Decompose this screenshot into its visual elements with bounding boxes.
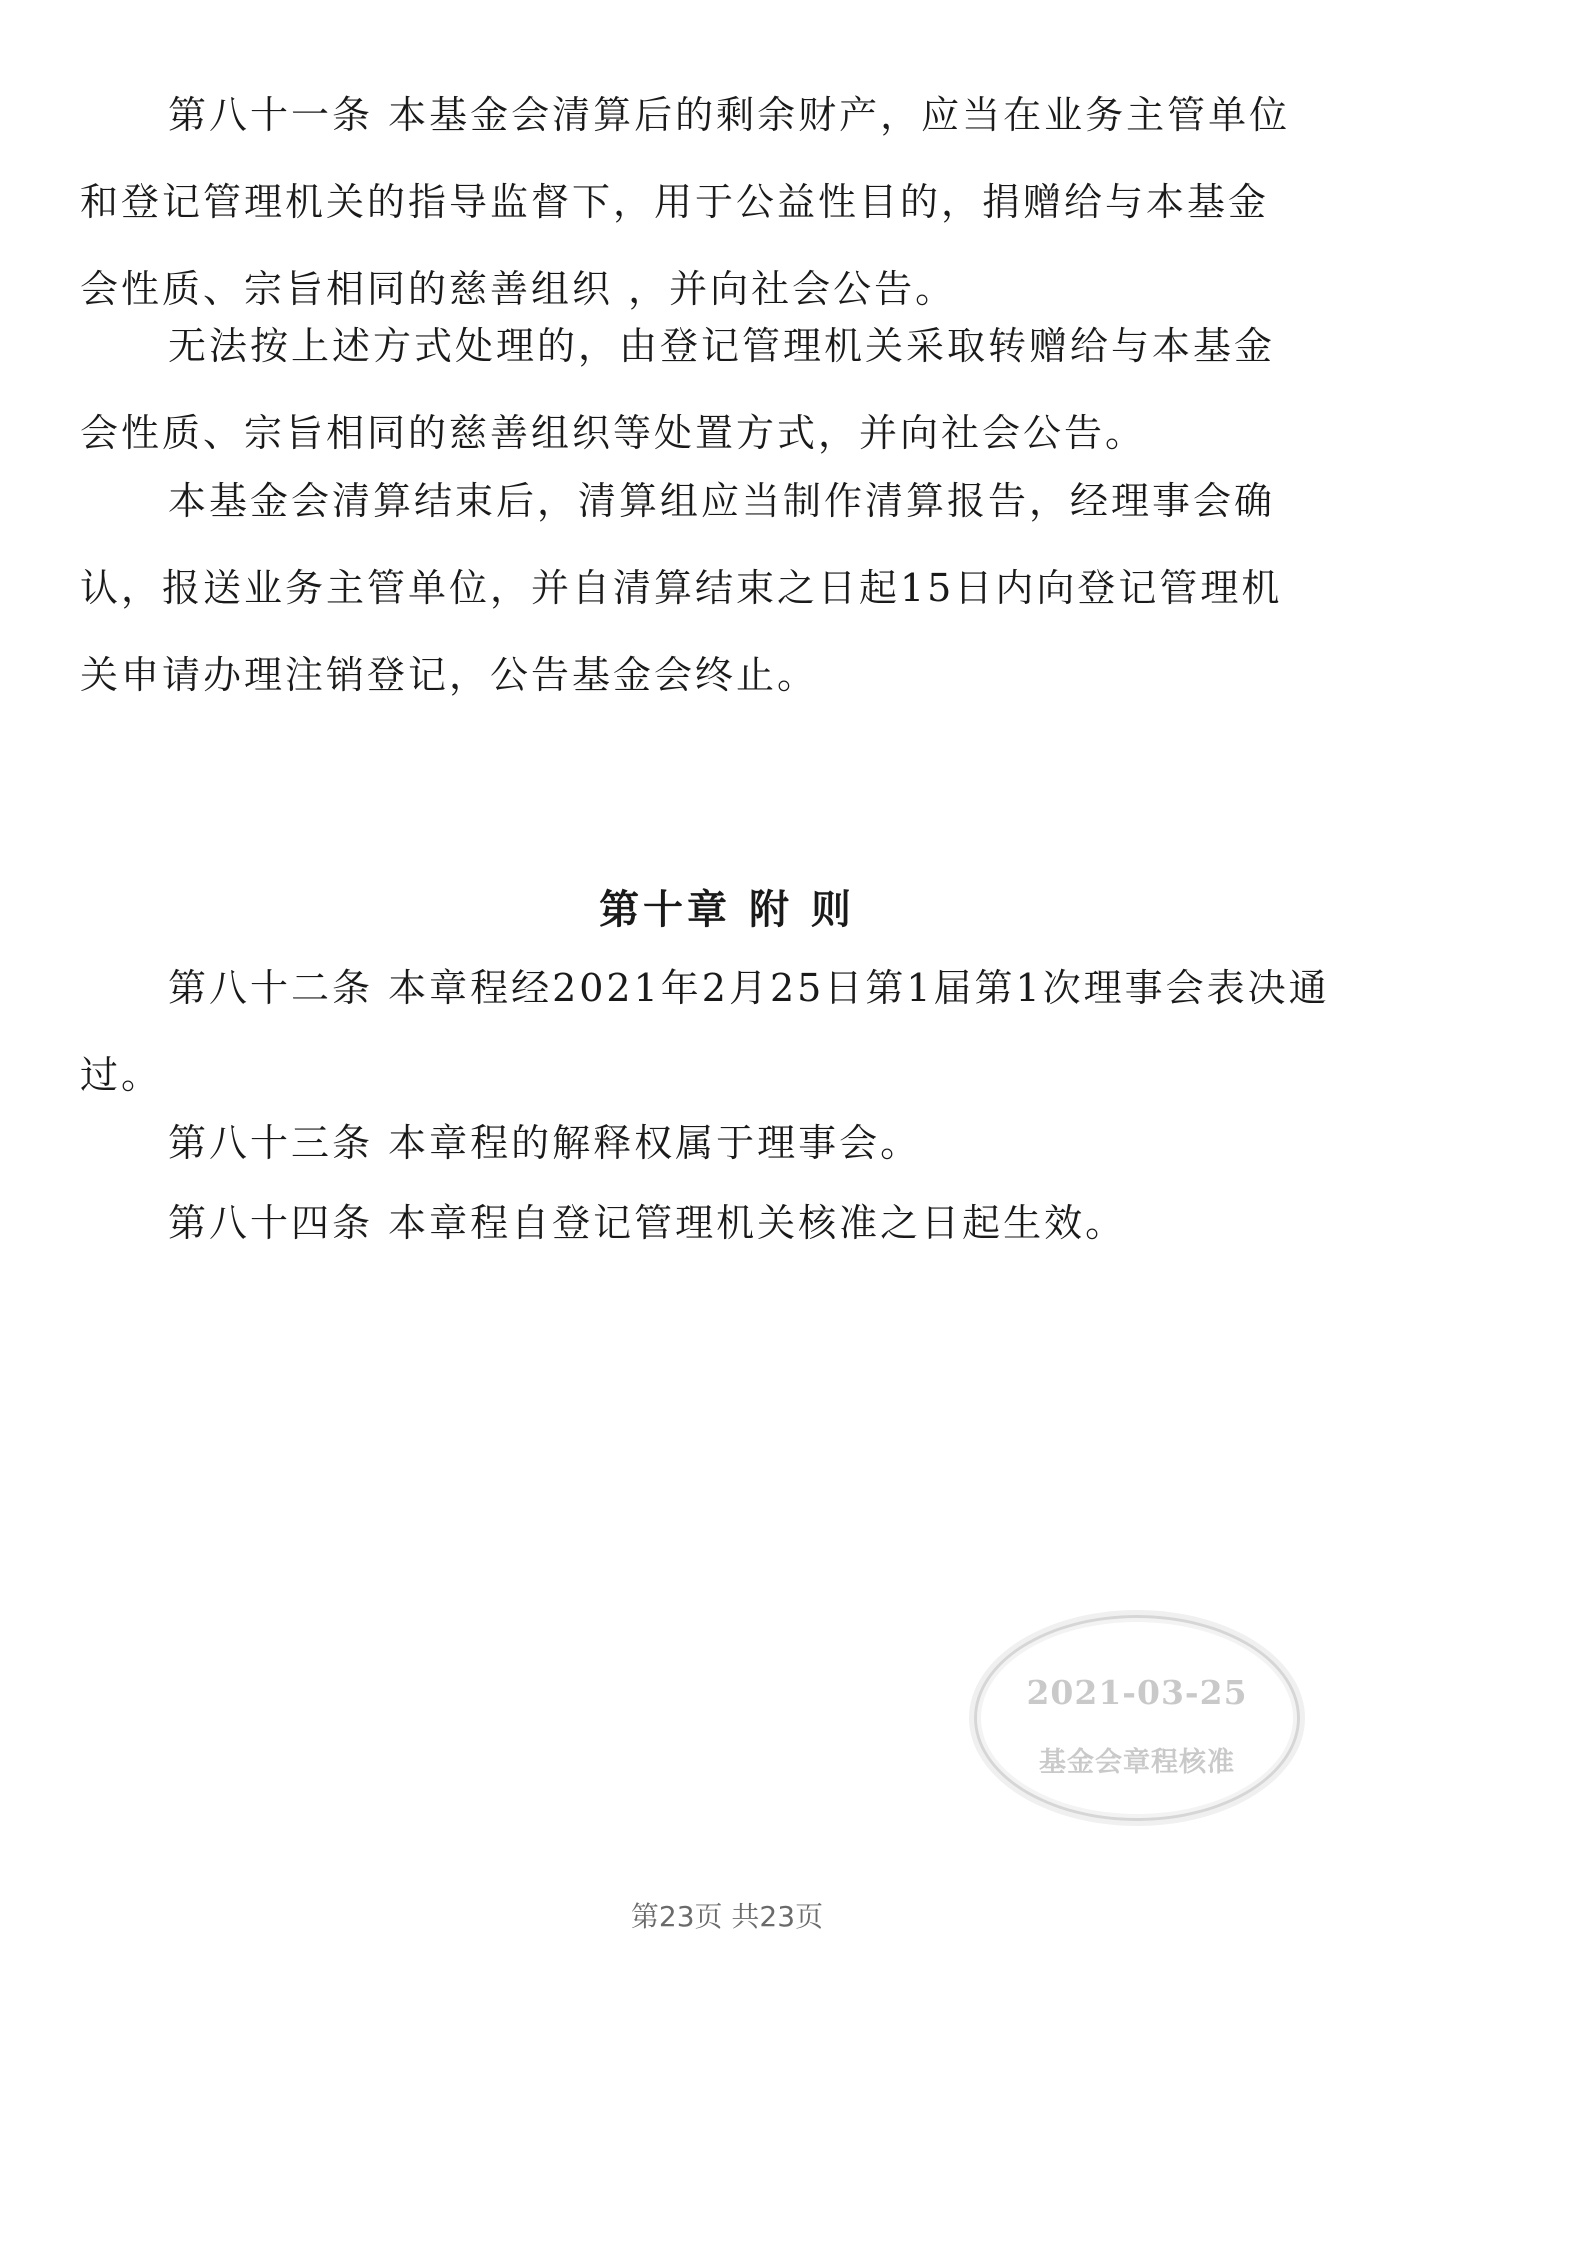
article-81-line-1: 第八十一条 本基金会清算后的剩余财产，应当在业务主管单位 (168, 93, 1291, 137)
chapter-title: 第十章 附 则 (599, 887, 855, 933)
page-footer: 第23页 共23页 (630, 1900, 824, 1933)
cancellation-line-1: 本基金会清算结束后，清算组应当制作清算报告，经理事会确 (168, 479, 1276, 523)
article-82 (80, 945, 1370, 1119)
article-84-text: 第八十四条 本章程自登记管理机关核准之日起生效。 (168, 1201, 1127, 1245)
cancellation-line-2: 认，报送业务主管单位，并自清算结束之日起15日内向登记管理机 (80, 566, 1283, 610)
article-82-line-2: 过。 (80, 1053, 163, 1097)
article-84 (80, 1180, 1370, 1267)
article-83-text: 第八十三条 本章程的解释权属于理事会。 (168, 1121, 922, 1165)
article-81-line-2: 和登记管理机关的指导监督下，用于公益性目的，捐赠给与本基金 (80, 180, 1270, 224)
article-82-line-1: 第八十二条 本章程经2021年2月25日第1届第1次理事会表决通 (168, 966, 1330, 1010)
fallback-line-2: 会性质、宗旨相同的慈善组织等处置方式，并向社会公告。 (80, 411, 1147, 455)
article-81 (80, 72, 1370, 333)
fallback-line-1: 无法按上述方式处理的，由登记管理机关采取转赠给与本基金 (168, 324, 1276, 368)
paragraph-fallback-disposal (80, 303, 1370, 477)
article-83 (80, 1100, 1370, 1187)
paragraph-cancellation (80, 458, 1370, 719)
approval-stamp (974, 1615, 1300, 1821)
stamp-date: 2021-03-25 (1026, 1673, 1248, 1712)
article-81-line-3: 会性质、宗旨相同的慈善组织 ，并向社会公告。 (80, 267, 957, 311)
stamp-label: 基金会章程核准 (1039, 1747, 1235, 1778)
cancellation-line-3: 关申请办理注销登记，公告基金会终止。 (80, 653, 819, 697)
